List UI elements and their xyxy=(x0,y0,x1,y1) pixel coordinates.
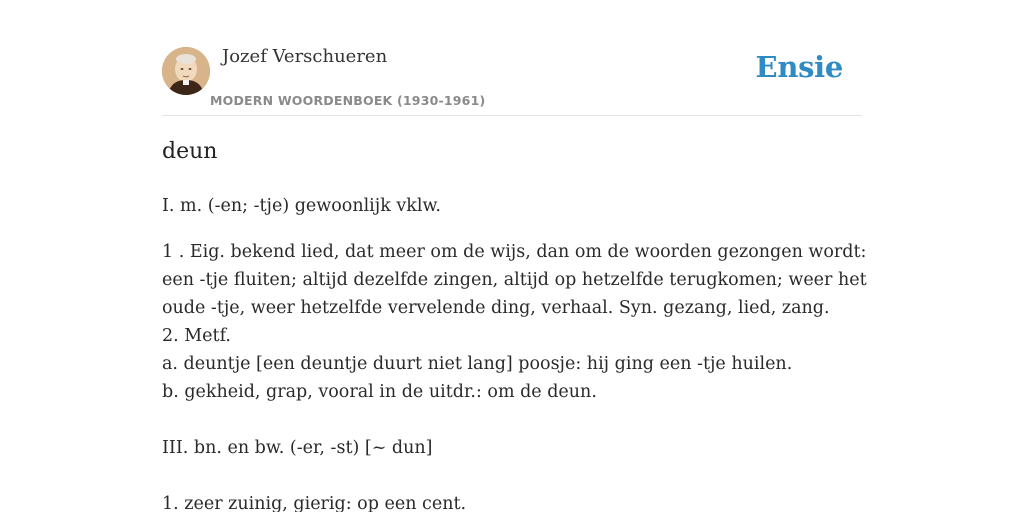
author-avatar[interactable] xyxy=(162,47,210,95)
definition-line: 2. Metf. xyxy=(162,326,231,346)
definition-line: een -tje fluiten; altijd dezelfde zingen, altijd op hetzelfde terugkomen; weer het xyxy=(162,270,867,290)
definition-line: b. gekheid, grap, vooral in de uitdr.: om de deun. xyxy=(162,382,597,402)
dictionary-name[interactable]: MODERN WOORDENBOEK (1930-1961) xyxy=(210,93,486,108)
definition-line: III. bn. en bw. (-er, -st) [~ dun] xyxy=(162,438,433,458)
definition-line: 1. zeer zuinig, gierig: op een cent. xyxy=(162,494,467,512)
definition-line: I. m. (-en; -tje) gewoonlijk vklw. xyxy=(162,196,441,216)
definition-line: 1 . Eig. bekend lied, dat meer om de wijs, dan om de woorden gezongen wordt: xyxy=(162,242,867,262)
entry-header xyxy=(162,0,862,116)
definition-body xyxy=(162,192,867,512)
definition-line: a. deuntje [een deuntje duurt niet lang] poosje: hij ging een -tje huilen. xyxy=(162,354,793,374)
headword: deun xyxy=(162,139,218,164)
definition-line: oude -tje, weer hetzelfde vervelende ding, verhaal. Syn. gezang, lied, zang. xyxy=(162,298,830,318)
content-container xyxy=(162,0,867,512)
brand-logo[interactable]: Ensie xyxy=(755,50,843,84)
author-portrait-icon xyxy=(162,47,210,95)
author-name[interactable]: Jozef Verschueren xyxy=(222,46,388,67)
